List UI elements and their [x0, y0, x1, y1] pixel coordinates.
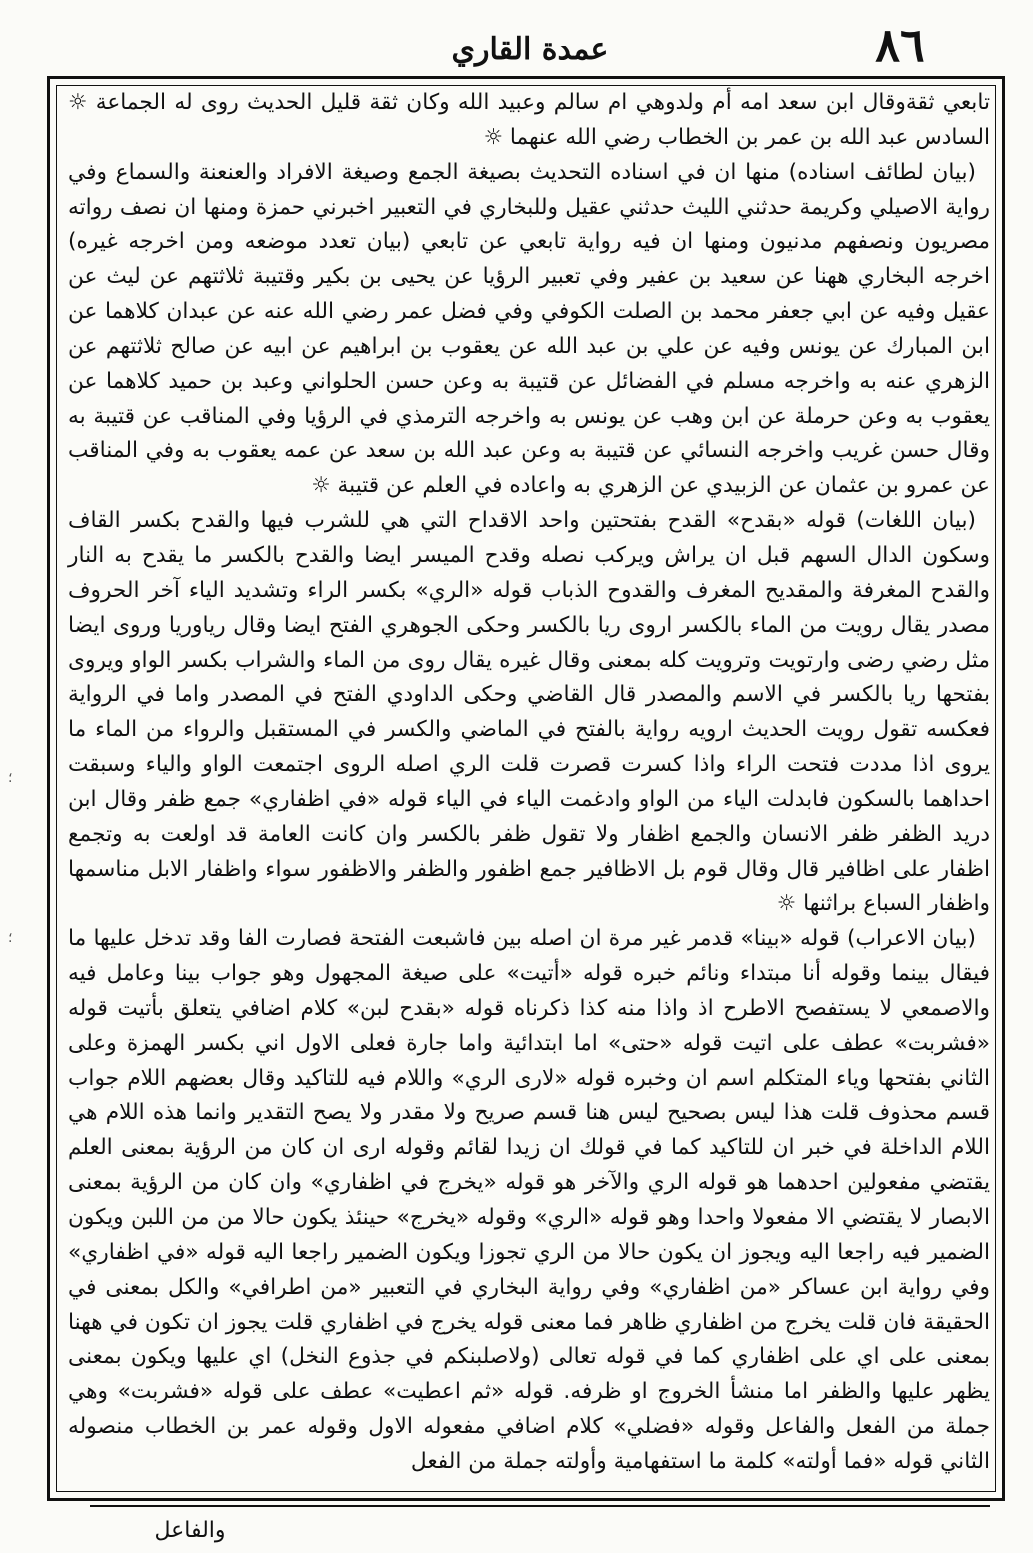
paragraph-grammar: (بيان الاعراب) قوله «بينا» قدمر غير مرة ان اصله بين فاشبعت الفتحة فصارت الفا وقد تدخل عليها ما فيقال بينما وقوله أنا مبتداء ونائم خبره قوله «أتيت» على صيغة المجهول وهو جواب بينا وعامل فيه والاصمعي لا يستفصح الاطرح اذ واذا منه كذا ذكرناه قوله «بقدح لبن» كلام اضافي يتعلق بأتيت قوله «فشربت» عطف على اتيت قوله «حتى» اما ابتدائية واما جارة فعلى الاول اني بكسر الهمزة وعلى الثاني بفتحها وياء المتكلم اسم ان وخبره قوله «لارى الري» واللام فيه للتاكيد وقال بعضهم اللام جواب قسم محذوف قلت هذا ليس بصحيح ليس هنا قسم صريح ولا مقدر ولا يصح التقدير وانما هذه اللام هي اللام الداخلة في خبر ان للتاكيد كما في قولك ان زيدا لقائم وقوله ارى ان كان من الرؤية بمعنى العلم يقتضي مفعولين احدهما هو قوله الري والآخر هو قوله «يخرج في اظفاري» وان كان من الرؤية بمعنى الابصار لا يقتضي الا مفعولا واحدا وهو قوله «الري» وقوله «يخرج» حينئذ يكون حالا من من اللبن ويكون الضمير فيه راجعا اليه ويجوز ان يكون حالا من الري تجوزا ويكون الضمير راجعا اليه قوله «في اظفاري» وفي رواية ابن عساكر «من اظفاري» وفي رواية البخاري في التعبير «من اطرافي» والكل بمعنى في الحقيقة فان قلت يخرج من اظفاري ظاهر فما معنى قوله يخرج في اظفاري قلت يجوز ان تكون في ههنا بمعنى على اي على اظفاري كما في قوله تعالى (ولاصلبنكم في جذوع النخل) اي عليها ويكون بمعنى يظهر عليها والظفر اما منشأ الخروج او ظرفه. قوله «ثم اعطيت» عطف على قوله «فشربت» وهي جملة من الفعل والفاعل وقوله «فضلي» كلام اضافي مفعوله الاول وقوله عمر بن الخطاب منصوله الثاني قوله «فما أولته» كلمة ما استفهامية وأولته جملة من الفعل — [68, 926, 990, 1474]
margin-mark: ؛ — [8, 770, 13, 786]
bottom-rule — [90, 1505, 990, 1507]
page-number: ٨٦ — [875, 18, 925, 72]
main-text-block — [68, 86, 990, 1486]
running-title: عمدة القاري — [451, 32, 609, 67]
paragraph-vocabulary: (بيان اللغات) قوله «بقدح» القدح بفتحتين واحد الاقداح التي هي للشرب فيها والقدح بكسر القاف وسكون الدال السهم قبل ان يراش ويركب نصله وقدح الميسر ايضا والقدح بالكسر ما يقدح به النار والقدح المغرفة والمقديح المغرف والقدوح الذباب قوله «الري» بكسر الراء وتشديد الياء آخر الحروف مصدر يقال رويت من الماء بالكسر اروى ريا بالكسر وحكى الجوهري الفتح ايضا وقال رياوريا وروى ايضا مثل رضي رضى وارتويت وترويت كله بمعنى وقال غيره يقال روى من الماء والشراب بكسر الواو ويروى بفتحها ريا بالكسر في الاسم والمصدر قال القاضي وحكى الداودي الفتح في المصدر واما في الرواية فعكسه تقول رويت الحديث ارويه رواية بالفتح في الماضي والكسر في المستقبل والرواء من الماء ما يروى اذا مددت فتحت الراء واذا كسرت قصرت قلت الري اصله الروى اجتمعت الواو والياء وسبقت احداهما بالسكون فابدلت الياء من الواو وادغمت الياء في الياء قوله «في اظفاري» جمع ظفر وقال ابن دريد الظفر ظفر الانسان والجمع اظفار ولا تقول ظفر بالكسر وان كانت العامة قد اولعت به وتجمع اظفار على اظافير قال وقال قوم بل الاظافير جمع اظفور والظفر والاظفور سواء واظفار الابل مناسمها واظفار السباع براثنها ☼ — [68, 508, 990, 917]
margin-mark: ؛ — [8, 930, 13, 946]
paragraph-narrator: تابعي ثقةوقال ابن سعد امه أم ولدوهي ام سالم وعبيد الله وكان ثقة قليل الحديث روى له الجماعة ☼ السادس عبد الله بن عمر بن الخطاب رضي الله عنهما ☼ — [68, 90, 990, 150]
paragraph-isnad-notes: (بيان لطائف اسناده) منها ان في اسناده التحديث بصيغة الجمع وصيغة الافراد والعنعنة والسماع وفي رواية الاصيلي وكريمة حدثني الليث حدثني عقيل وللبخاري في التعبير اخبرني حمزة ومنها ان نصف رواته مصريون ونصفهم مدنيون ومنها ان فيه رواية تابعي عن تابعي (بيان تعدد موضعه ومن اخرجه غيره) اخرجه البخاري ههنا عن سعيد بن عفير وفي تعبير الرؤيا عن يحيى بن بكير وقتيبة ثلاثتهم عن ليث عن عقيل وفيه عن ابي جعفر محمد بن الصلت الكوفي وفي فضل عمر رضي الله عنه عن عبدان كلاهما عن ابن المبارك عن يونس وفيه عن علي بن عبد الله عن يعقوب بن ابراهيم عن ابيه عن صالح ثلاثتهم عن الزهري عنه به واخرجه مسلم في الفضائل عن قتيبة به وعن حسن الحلواني وعبد بن حميد كلاهما عن يعقوب به وعن حرملة عن ابن وهب عن يونس به واخرجه الترمذي في الرؤيا وفي المناقب عن قتيبة به وقال حسن غريب واخرجه النسائي عن قتيبة به وعن عبد الله بن سعد عن عمه يعقوب به وفي المناقب عن عمرو بن عثمان عن الزبيدي عن الزهري به واعاده في العلم عن قتيبة ☼ — [68, 159, 990, 499]
catchword: والفاعل — [154, 1518, 226, 1543]
